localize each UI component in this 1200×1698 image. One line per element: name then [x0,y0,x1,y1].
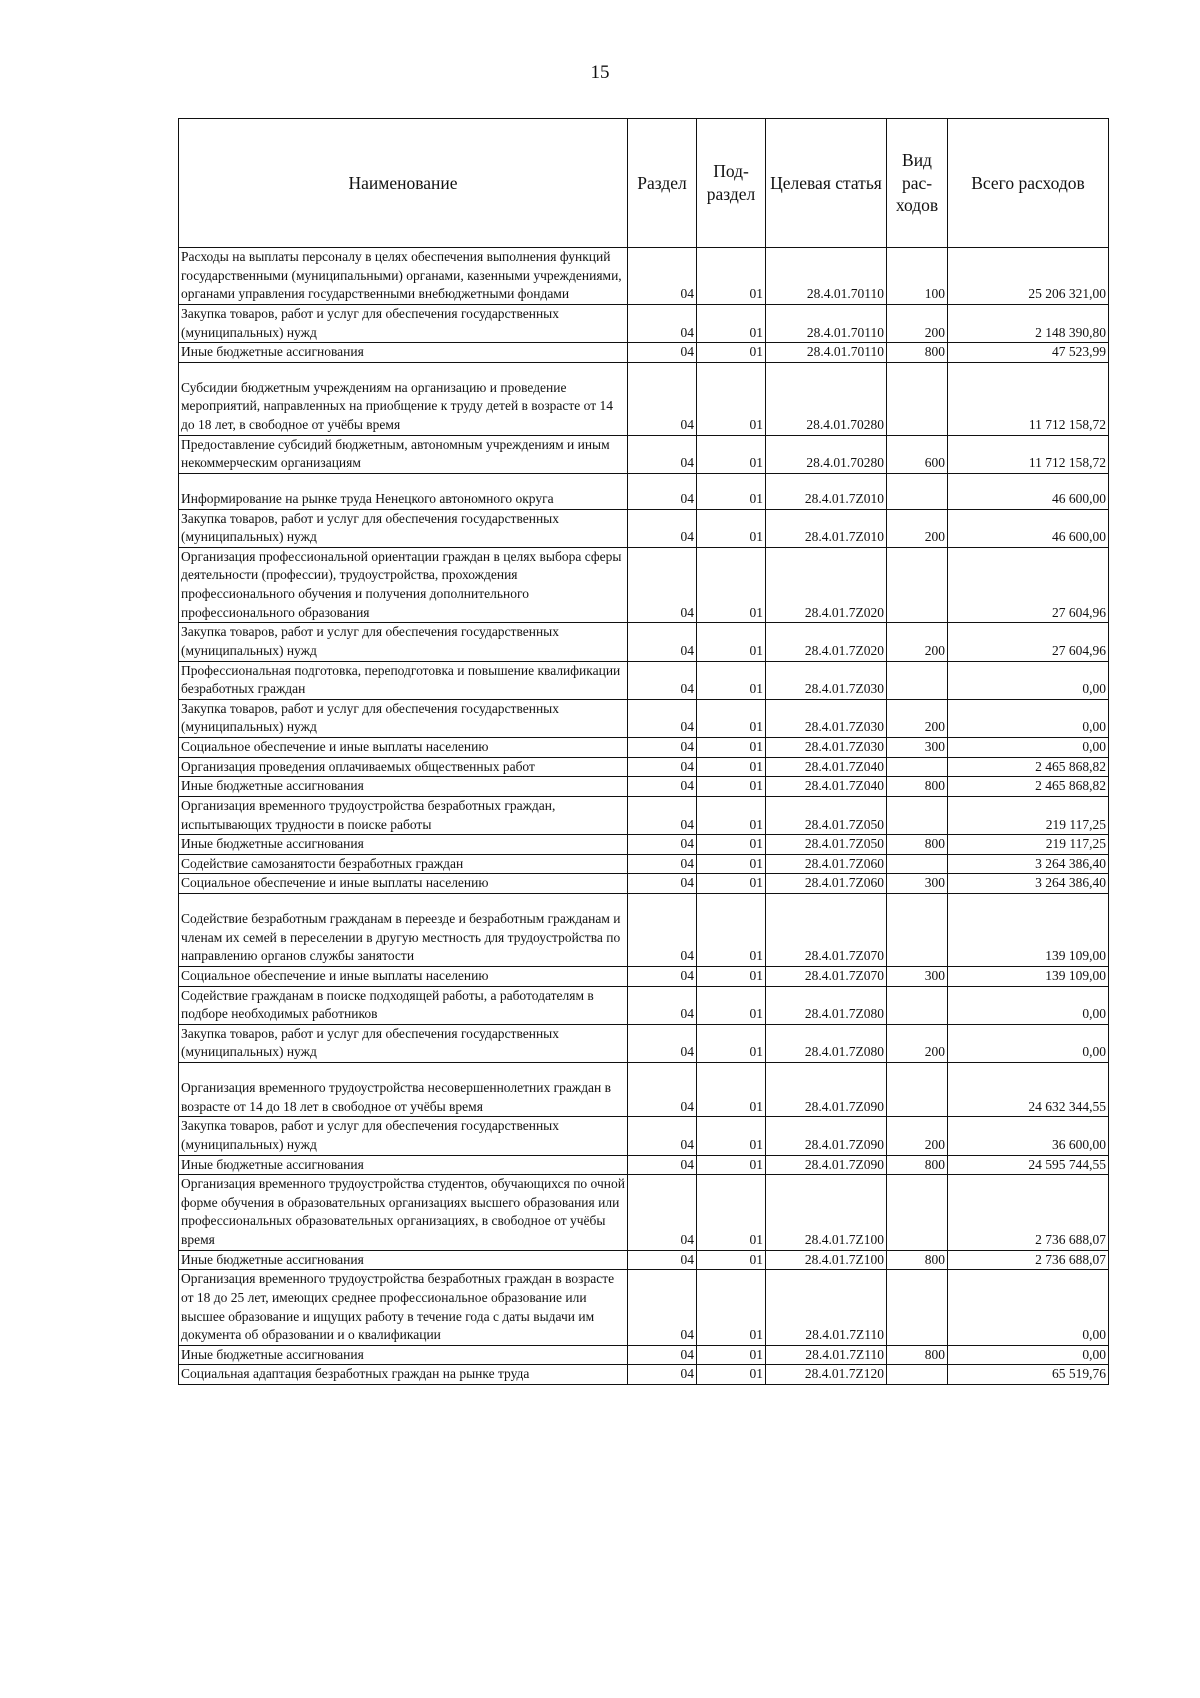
cell-target: 28.4.01.7Z090 [766,1155,887,1175]
cell-subsection: 01 [697,835,766,855]
cell-subsection: 01 [697,738,766,758]
table-row [179,1155,1109,1175]
cell-name: Закупка товаров, работ и услуг для обеспечения государственных (муниципальных) нужд [179,304,628,342]
cell-name: Организация временного трудоустройства несовершеннолетних граждан в возрасте от 14 до 18 лет в свободное от учёбы время [179,1063,628,1117]
cell-section: 04 [628,343,697,363]
cell-type: 300 [887,874,948,894]
header-subsection: Под-раздел [697,119,766,248]
cell-name: Социальное обеспечение и иные выплаты населению [179,966,628,986]
cell-total: 2 148 390,80 [948,304,1109,342]
cell-target: 28.4.01.70110 [766,304,887,342]
cell-type: 200 [887,1117,948,1155]
cell-section: 04 [628,248,697,305]
cell-target: 28.4.01.7Z020 [766,623,887,661]
cell-type [887,757,948,777]
cell-target: 28.4.01.7Z090 [766,1063,887,1117]
cell-section: 04 [628,1155,697,1175]
cell-section: 04 [628,894,697,967]
header-name: Наименование [179,119,628,248]
cell-target: 28.4.01.7Z060 [766,854,887,874]
cell-section: 04 [628,777,697,797]
cell-subsection: 01 [697,473,766,509]
cell-total: 0,00 [948,1270,1109,1346]
header-type: Вид рас-ходов [887,119,948,248]
cell-target: 28.4.01.70110 [766,343,887,363]
table-header-row [179,119,1109,248]
cell-type: 300 [887,738,948,758]
cell-type [887,1063,948,1117]
cell-section: 04 [628,1365,697,1385]
cell-type: 800 [887,777,948,797]
cell-total: 219 117,25 [948,796,1109,834]
cell-name: Закупка товаров, работ и услуг для обеспечения государственных (муниципальных) нужд [179,1024,628,1062]
cell-subsection: 01 [697,1175,766,1251]
cell-name: Социальная адаптация безработных граждан на рынке труда [179,1365,628,1385]
table-row [179,362,1109,435]
cell-subsection: 01 [697,362,766,435]
cell-type: 800 [887,835,948,855]
cell-total: 24 595 744,55 [948,1155,1109,1175]
cell-type [887,473,948,509]
cell-type: 200 [887,509,948,547]
table-row [179,547,1109,623]
cell-name: Закупка товаров, работ и услуг для обеспечения государственных (муниципальных) нужд [179,509,628,547]
budget-table [178,118,1109,1385]
cell-name: Закупка товаров, работ и услуг для обеспечения государственных (муниципальных) нужд [179,1117,628,1155]
cell-name: Расходы на выплаты персоналу в целях обеспечения выполнения функций государственными (муниципальными) органами, казенными учреждениями, органами управления государственными внебюджетными фондами [179,248,628,305]
cell-total: 27 604,96 [948,547,1109,623]
cell-type [887,362,948,435]
cell-name: Закупка товаров, работ и услуг для обеспечения государственных (муниципальных) нужд [179,699,628,737]
cell-section: 04 [628,1175,697,1251]
cell-section: 04 [628,738,697,758]
cell-name: Содействие гражданам в поиске подходящей работы, а работодателям в подборе необходимых работников [179,986,628,1024]
cell-subsection: 01 [697,796,766,834]
table-row [179,738,1109,758]
table-row [179,874,1109,894]
cell-type: 200 [887,1024,948,1062]
cell-total: 11 712 158,72 [948,435,1109,473]
table-row [179,966,1109,986]
cell-type: 800 [887,1155,948,1175]
cell-section: 04 [628,757,697,777]
cell-type: 600 [887,435,948,473]
cell-subsection: 01 [697,1024,766,1062]
cell-target: 28.4.01.7Z080 [766,986,887,1024]
cell-total: 3 264 386,40 [948,874,1109,894]
cell-total: 27 604,96 [948,623,1109,661]
cell-subsection: 01 [697,661,766,699]
cell-target: 28.4.01.7Z110 [766,1345,887,1365]
cell-section: 04 [628,854,697,874]
cell-total: 139 109,00 [948,894,1109,967]
cell-type: 100 [887,248,948,305]
table-row [179,1024,1109,1062]
cell-total: 0,00 [948,661,1109,699]
table-row [179,1345,1109,1365]
cell-section: 04 [628,473,697,509]
cell-target: 28.4.01.7Z030 [766,661,887,699]
cell-target: 28.4.01.7Z050 [766,796,887,834]
table-row [179,699,1109,737]
cell-total: 36 600,00 [948,1117,1109,1155]
cell-name: Субсидии бюджетным учреждениям на организацию и проведение мероприятий, направленных на приобщение к труду детей в возрасте от 14 до 18 лет, в свободное от учёбы время [179,362,628,435]
cell-total: 139 109,00 [948,966,1109,986]
cell-name: Содействие безработным гражданам в переезде и безработным гражданам и членам их семей в переселении в другую местность для трудоустройства по направлению органов службы занятости [179,894,628,967]
cell-subsection: 01 [697,1270,766,1346]
cell-subsection: 01 [697,757,766,777]
cell-section: 04 [628,304,697,342]
cell-subsection: 01 [697,248,766,305]
cell-section: 04 [628,435,697,473]
table-body [179,248,1109,1385]
cell-target: 28.4.01.70280 [766,362,887,435]
cell-section: 04 [628,1270,697,1346]
table-row [179,854,1109,874]
cell-name: Закупка товаров, работ и услуг для обеспечения государственных (муниципальных) нужд [179,623,628,661]
cell-total: 0,00 [948,1024,1109,1062]
cell-type: 800 [887,1250,948,1270]
cell-section: 04 [628,699,697,737]
cell-subsection: 01 [697,1117,766,1155]
cell-target: 28.4.01.70110 [766,248,887,305]
cell-total: 0,00 [948,699,1109,737]
cell-target: 28.4.01.7Z010 [766,473,887,509]
cell-name: Социальное обеспечение и иные выплаты населению [179,738,628,758]
cell-total: 65 519,76 [948,1365,1109,1385]
cell-type [887,547,948,623]
cell-name: Организация временного трудоустройства безработных граждан, испытывающих трудности в поиске работы [179,796,628,834]
cell-target: 28.4.01.7Z090 [766,1117,887,1155]
table-row [179,435,1109,473]
cell-total: 0,00 [948,986,1109,1024]
cell-subsection: 01 [697,1365,766,1385]
cell-target: 28.4.01.7Z010 [766,509,887,547]
cell-name: Социальное обеспечение и иные выплаты населению [179,874,628,894]
cell-type: 200 [887,304,948,342]
cell-target: 28.4.01.7Z080 [766,1024,887,1062]
cell-name: Организация проведения оплачиваемых общественных работ [179,757,628,777]
cell-name: Организация временного трудоустройства безработных граждан в возрасте от 18 до 25 лет, имеющих среднее профессиональное образование или высшее образование и ищущих работу в течение года с даты выдачи им документа об образовании и о квалификации [179,1270,628,1346]
cell-target: 28.4.01.7Z050 [766,835,887,855]
cell-section: 04 [628,874,697,894]
cell-target: 28.4.01.70280 [766,435,887,473]
table-row [179,248,1109,305]
table-row [179,304,1109,342]
cell-section: 04 [628,509,697,547]
cell-subsection: 01 [697,894,766,967]
cell-type: 200 [887,699,948,737]
table-row [179,1175,1109,1251]
cell-subsection: 01 [697,304,766,342]
cell-total: 2 465 868,82 [948,757,1109,777]
cell-type: 800 [887,1345,948,1365]
cell-target: 28.4.01.7Z030 [766,738,887,758]
cell-target: 28.4.01.7Z120 [766,1365,887,1385]
cell-section: 04 [628,623,697,661]
cell-name: Предоставление субсидий бюджетным, автономным учреждениям и иным некоммерческим организациям [179,435,628,473]
cell-total: 0,00 [948,738,1109,758]
cell-subsection: 01 [697,966,766,986]
cell-section: 04 [628,547,697,623]
cell-name: Иные бюджетные ассигнования [179,835,628,855]
cell-name: Организация временного трудоустройства студентов, обучающихся по очной форме обучения в образовательных организациях высшего образования или профессиональных образовательных организациях, в свободное от учёбы время [179,1175,628,1251]
cell-total: 0,00 [948,1345,1109,1365]
cell-section: 04 [628,1345,697,1365]
cell-total: 2 736 688,07 [948,1175,1109,1251]
cell-name: Иные бюджетные ассигнования [179,1155,628,1175]
cell-subsection: 01 [697,547,766,623]
cell-name: Иные бюджетные ассигнования [179,777,628,797]
cell-target: 28.4.01.7Z100 [766,1250,887,1270]
cell-type [887,1175,948,1251]
cell-type [887,894,948,967]
cell-section: 04 [628,835,697,855]
table-row [179,1365,1109,1385]
cell-target: 28.4.01.7Z110 [766,1270,887,1346]
cell-type: 800 [887,343,948,363]
table-row [179,661,1109,699]
cell-subsection: 01 [697,1250,766,1270]
cell-total: 24 632 344,55 [948,1063,1109,1117]
cell-section: 04 [628,986,697,1024]
cell-section: 04 [628,1024,697,1062]
cell-type [887,854,948,874]
cell-target: 28.4.01.7Z060 [766,874,887,894]
table-row [179,623,1109,661]
cell-total: 46 600,00 [948,473,1109,509]
cell-target: 28.4.01.7Z070 [766,894,887,967]
table-row [179,894,1109,967]
cell-type [887,986,948,1024]
cell-subsection: 01 [697,874,766,894]
cell-subsection: 01 [697,1155,766,1175]
cell-section: 04 [628,1063,697,1117]
table-row [179,509,1109,547]
table-row [179,986,1109,1024]
cell-type [887,796,948,834]
cell-subsection: 01 [697,623,766,661]
header-section: Раздел [628,119,697,248]
page-number: 15 [590,62,610,83]
cell-total: 11 712 158,72 [948,362,1109,435]
cell-name: Информирование на рынке труда Ненецкого автономного округа [179,473,628,509]
cell-subsection: 01 [697,777,766,797]
cell-target: 28.4.01.7Z100 [766,1175,887,1251]
cell-total: 219 117,25 [948,835,1109,855]
header-target: Целевая статья [766,119,887,248]
table-row [179,1270,1109,1346]
cell-name: Профессиональная подготовка, переподготовка и повышение квалификации безработных граждан [179,661,628,699]
cell-type [887,1365,948,1385]
cell-subsection: 01 [697,343,766,363]
cell-target: 28.4.01.7Z040 [766,777,887,797]
cell-subsection: 01 [697,435,766,473]
cell-total: 47 523,99 [948,343,1109,363]
table-row [179,835,1109,855]
cell-section: 04 [628,966,697,986]
cell-total: 25 206 321,00 [948,248,1109,305]
table-row [179,777,1109,797]
cell-target: 28.4.01.7Z030 [766,699,887,737]
cell-type [887,661,948,699]
cell-subsection: 01 [697,1345,766,1365]
cell-name: Организация профессиональной ориентации граждан в целях выбора сферы деятельности (профессии), трудоустройства, прохождения профессионального обучения и получения дополнительного профессионального образования [179,547,628,623]
cell-name: Иные бюджетные ассигнования [179,343,628,363]
cell-type: 200 [887,623,948,661]
table-row [179,473,1109,509]
cell-total: 2 465 868,82 [948,777,1109,797]
table-row [179,757,1109,777]
cell-total: 2 736 688,07 [948,1250,1109,1270]
cell-total: 3 264 386,40 [948,854,1109,874]
cell-subsection: 01 [697,1063,766,1117]
header-total: Всего расходов [948,119,1109,248]
cell-section: 04 [628,1117,697,1155]
cell-name: Иные бюджетные ассигнования [179,1345,628,1365]
cell-target: 28.4.01.7Z020 [766,547,887,623]
cell-subsection: 01 [697,699,766,737]
table-row [179,796,1109,834]
cell-subsection: 01 [697,854,766,874]
cell-type: 300 [887,966,948,986]
cell-section: 04 [628,362,697,435]
cell-total: 46 600,00 [948,509,1109,547]
cell-target: 28.4.01.7Z070 [766,966,887,986]
cell-section: 04 [628,796,697,834]
cell-section: 04 [628,661,697,699]
table-row [179,1063,1109,1117]
table-row [179,1117,1109,1155]
cell-target: 28.4.01.7Z040 [766,757,887,777]
cell-subsection: 01 [697,986,766,1024]
cell-name: Содействие самозанятости безработных граждан [179,854,628,874]
cell-section: 04 [628,1250,697,1270]
table-row [179,1250,1109,1270]
table-row [179,343,1109,363]
cell-type [887,1270,948,1346]
cell-subsection: 01 [697,509,766,547]
cell-name: Иные бюджетные ассигнования [179,1250,628,1270]
